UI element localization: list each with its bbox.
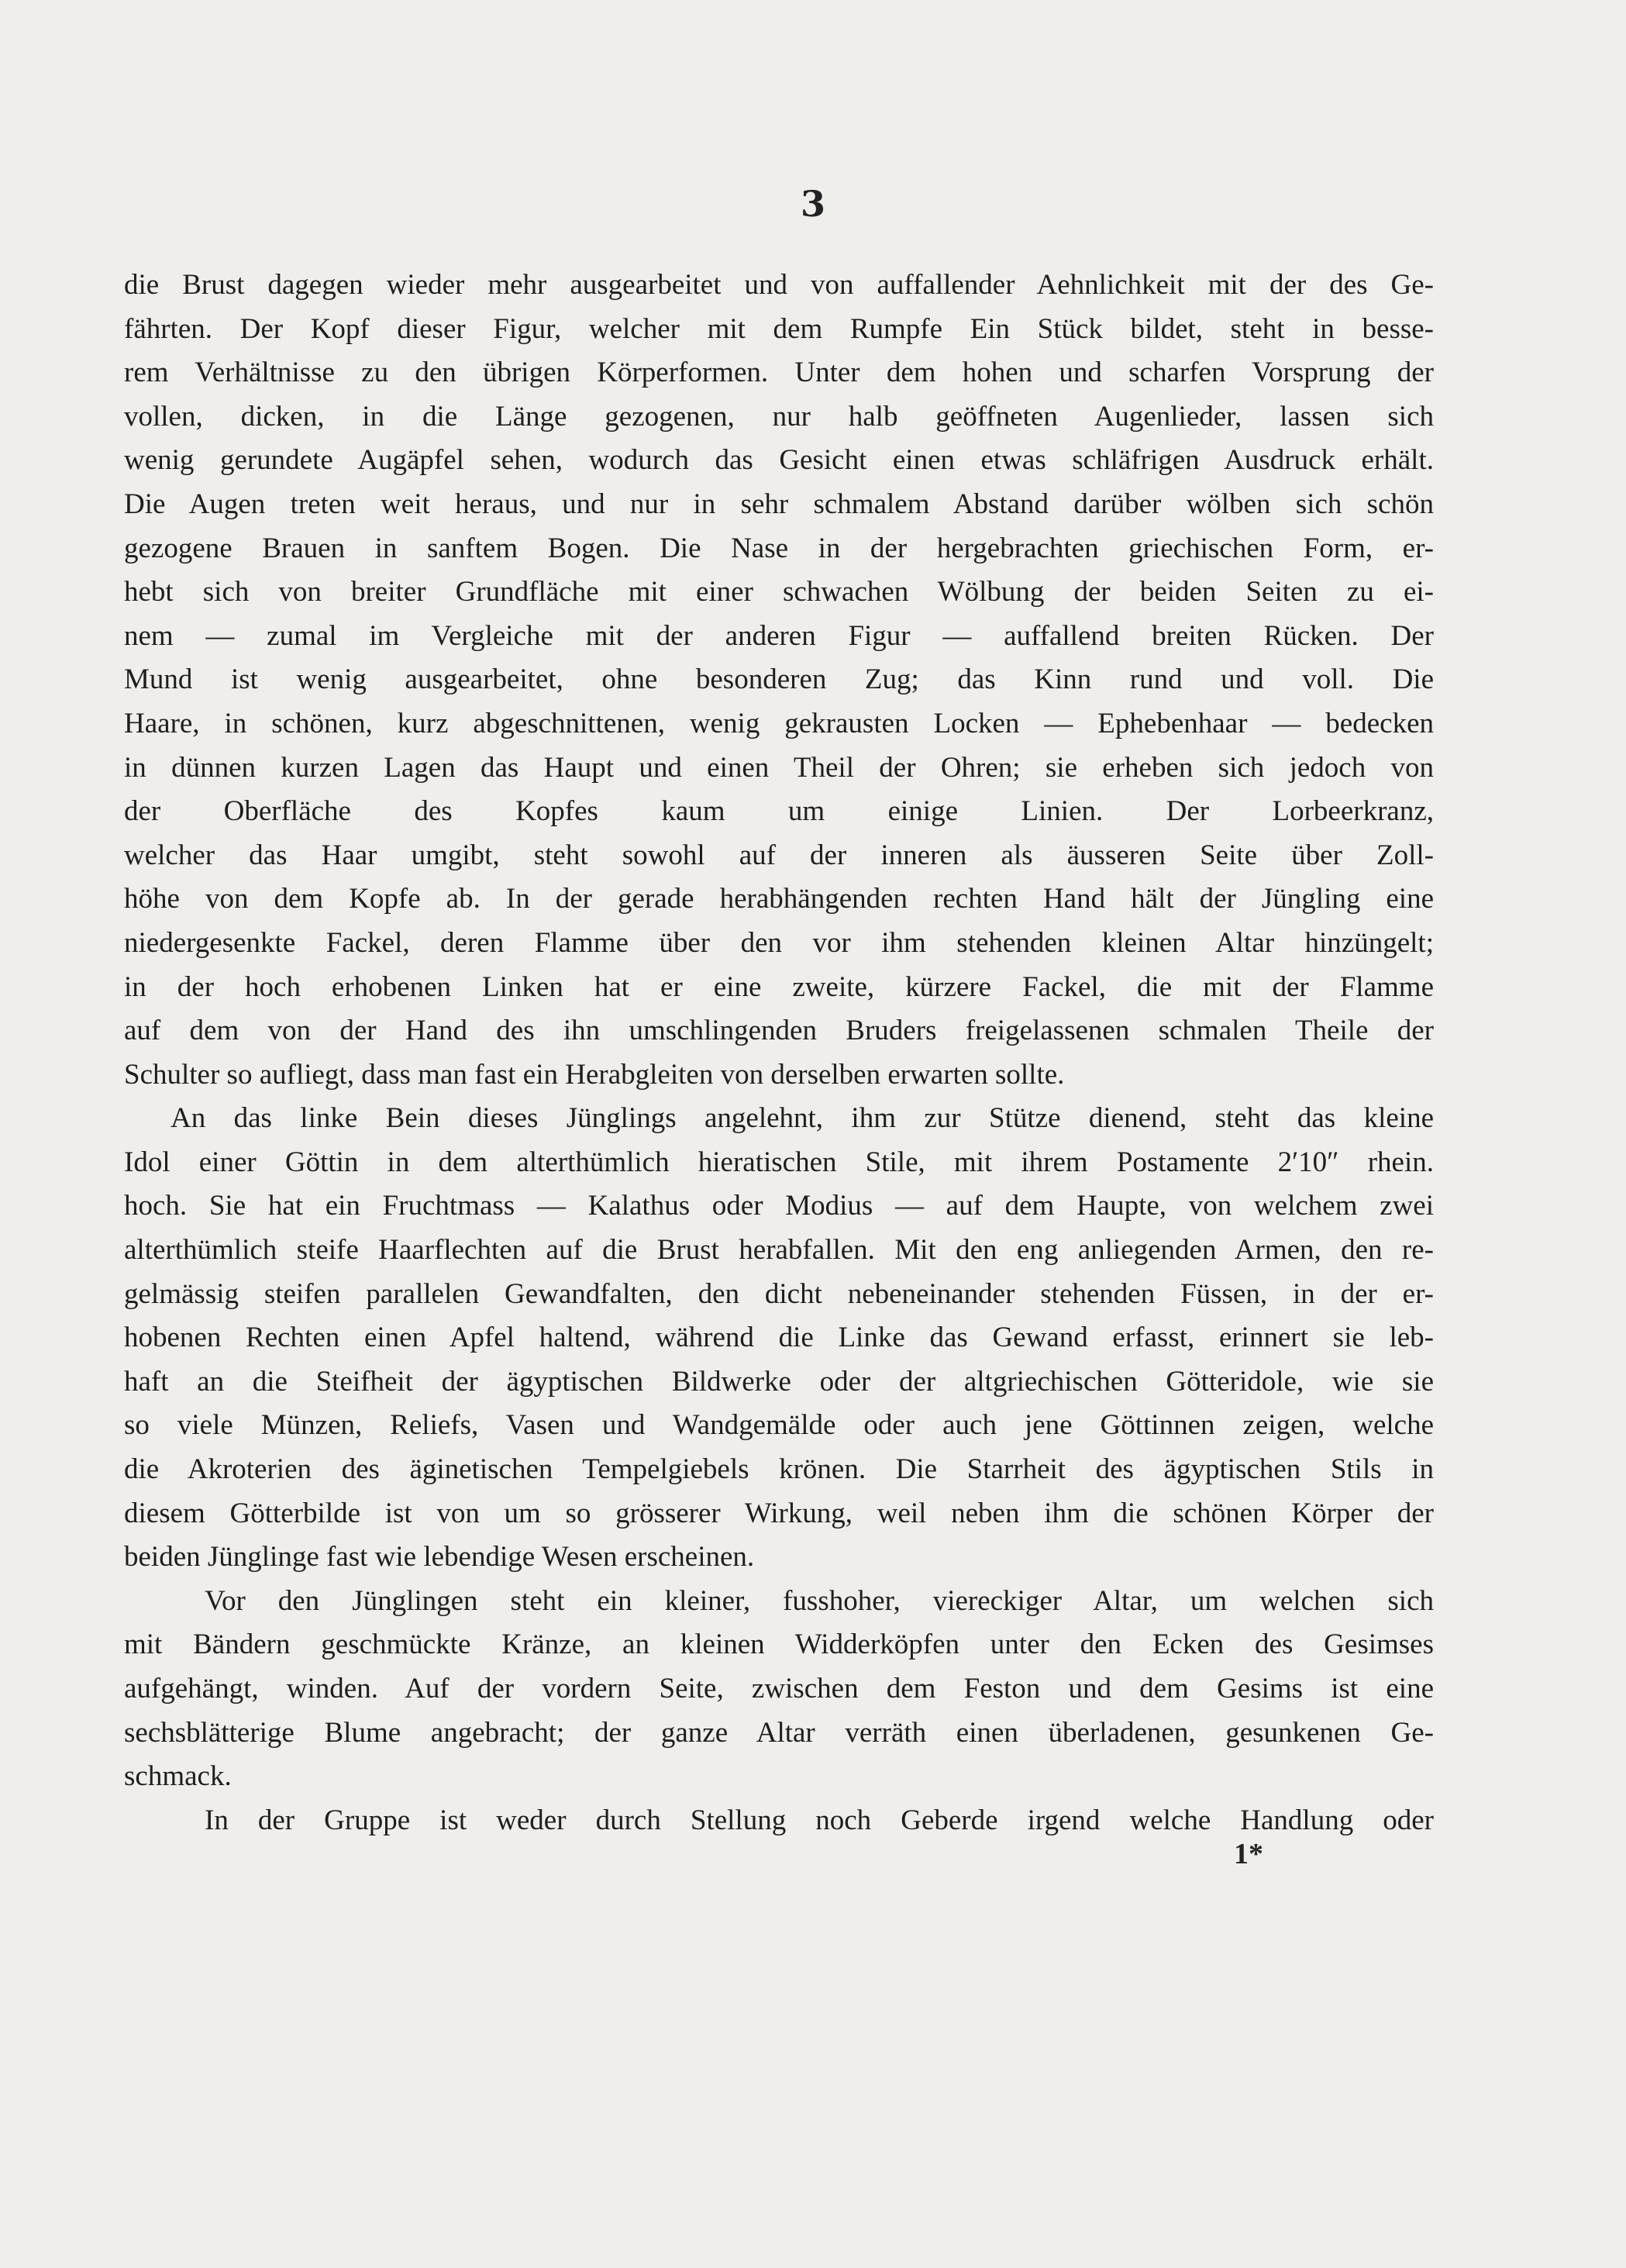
text-line: gelmässig steifen parallelen Gewandfalten, den dicht nebeneinander stehenden Füssen, in der er-	[124, 1277, 1434, 1310]
text-line: fährten. Der Kopf dieser Figur, welcher mit dem Rumpfe Ein Stück bildet, steht in besse-	[124, 312, 1434, 345]
text-line: Vor den Jünglingen steht ein kleiner, fusshoher, viereckiger Altar, um welchen sich	[205, 1584, 1434, 1617]
text-line: nem — zumal im Vergleiche mit der anderen Figur — auffallend breiten Rücken. Der	[124, 619, 1434, 652]
signature-mark: 1*	[1234, 1838, 1263, 1870]
text-line: diesem Götterbilde ist von um so grösserer Wirkung, weil neben ihm die schönen Körper der	[124, 1497, 1434, 1529]
text-line: Schulter so aufliegt, dass man fast ein Herabgleiten von derselben erwarten sollte.	[124, 1058, 1065, 1091]
text-line: in dünnen kurzen Lagen das Haupt und einen Theil der Ohren; sie erheben sich jedoch von	[124, 751, 1434, 784]
text-line: haft an die Steifheit der ägyptischen Bildwerke oder der altgriechischen Götteridole, wie sie	[124, 1365, 1434, 1398]
body-text	[124, 264, 1434, 1842]
text-line: die Brust dagegen wieder mehr ausgearbeitet und von auffallender Aehnlichkeit mit der des Ge-	[124, 269, 1434, 301]
text-line: der Oberfläche des Kopfes kaum um einige Linien. Der Lorbeerkranz,	[124, 795, 1434, 828]
text-line: niedergesenkte Fackel, deren Flamme über den vor ihm stehenden kleinen Altar hinzüngelt;	[124, 926, 1434, 959]
text-line: In der Gruppe ist weder durch Stellung noch Geberde irgend welche Handlung oder	[205, 1804, 1434, 1836]
text-line: mit Bändern geschmückte Kränze, an kleinen Widderköpfen unter den Ecken des Gesimses	[124, 1629, 1434, 1661]
text-line: höhe von dem Kopfe ab. In der gerade herabhängenden rechten Hand hält der Jüngling eine	[124, 883, 1434, 915]
text-line: beiden Jünglinge fast wie lebendige Wesen erscheinen.	[124, 1541, 755, 1573]
text-line: so viele Münzen, Reliefs, Vasen und Wandgemälde oder auch jene Göttinnen zeigen, welche	[124, 1409, 1434, 1442]
text-line: rem Verhältnisse zu den übrigen Körperformen. Unter dem hohen und scharfen Vorsprung der	[124, 357, 1434, 389]
text-line: in der hoch erhobenen Linken hat er eine zweite, kürzere Fackel, die mit der Flamme	[124, 970, 1434, 1003]
text-line: schmack.	[124, 1760, 232, 1793]
text-line: hobenen Rechten einen Apfel haltend, während die Linke das Gewand erfasst, erinnert sie leb-	[124, 1322, 1434, 1354]
text-line: die Akroterien des äginetischen Tempelgiebels krönen. Die Starrheit des ägyptischen Stils in	[124, 1453, 1434, 1486]
text-line: gezogene Brauen in sanftem Bogen. Die Nase in der hergebrachten griechischen Form, er-	[124, 532, 1434, 564]
text-line: wenig gerundete Augäpfel sehen, wodurch das Gesicht einen etwas schläfrigen Ausdruck erhält.	[124, 444, 1434, 477]
text-line: hoch. Sie hat ein Fruchtmass — Kalathus oder Modius — auf dem Haupte, von welchem zwei	[124, 1190, 1434, 1222]
text-line: alterthümlich steife Haarflechten auf die Brust herabfallen. Mit den eng anliegenden Armen, den re-	[124, 1234, 1434, 1267]
text-line: aufgehängt, winden. Auf der vordern Seite, zwischen dem Feston und dem Gesims ist eine	[124, 1673, 1434, 1704]
text-line: Haare, in schönen, kurz abgeschnittenen, wenig gekrausten Locken — Ephebenhaar — bedecken	[124, 707, 1434, 739]
text-line: welcher das Haar umgibt, steht sowohl auf der inneren als äusseren Seite über Zoll-	[124, 839, 1434, 871]
text-line: An das linke Bein dieses Jünglings angelehnt, ihm zur Stütze dienend, steht das kleine	[171, 1102, 1434, 1135]
text-line: Mund ist wenig ausgearbeitet, ohne besonderen Zug; das Kinn rund und voll. Die	[124, 664, 1434, 696]
text-line: sechsblätterige Blume angebracht; der ganze Altar verräth einen überladenen, gesunkenen Ge-	[124, 1716, 1434, 1749]
text-line: Die Augen treten weit heraus, und nur in sehr schmalem Abstand darüber wölben sich schön	[124, 488, 1434, 520]
text-line: hebt sich von breiter Grundfläche mit einer schwachen Wölbung der beiden Seiten zu ei-	[124, 576, 1434, 608]
page-number: 3	[800, 183, 825, 225]
text-line: Idol einer Göttin in dem alterthümlich hieratischen Stile, mit ihrem Postamente 2′10″ rhein.	[124, 1146, 1434, 1178]
text-line: auf dem von der Hand des ihn umschlingenden Bruders freigelassenen schmalen Theile der	[124, 1015, 1434, 1047]
text-line: vollen, dicken, in die Länge gezogenen, nur halb geöffneten Augenlieder, lassen sich	[124, 400, 1434, 433]
